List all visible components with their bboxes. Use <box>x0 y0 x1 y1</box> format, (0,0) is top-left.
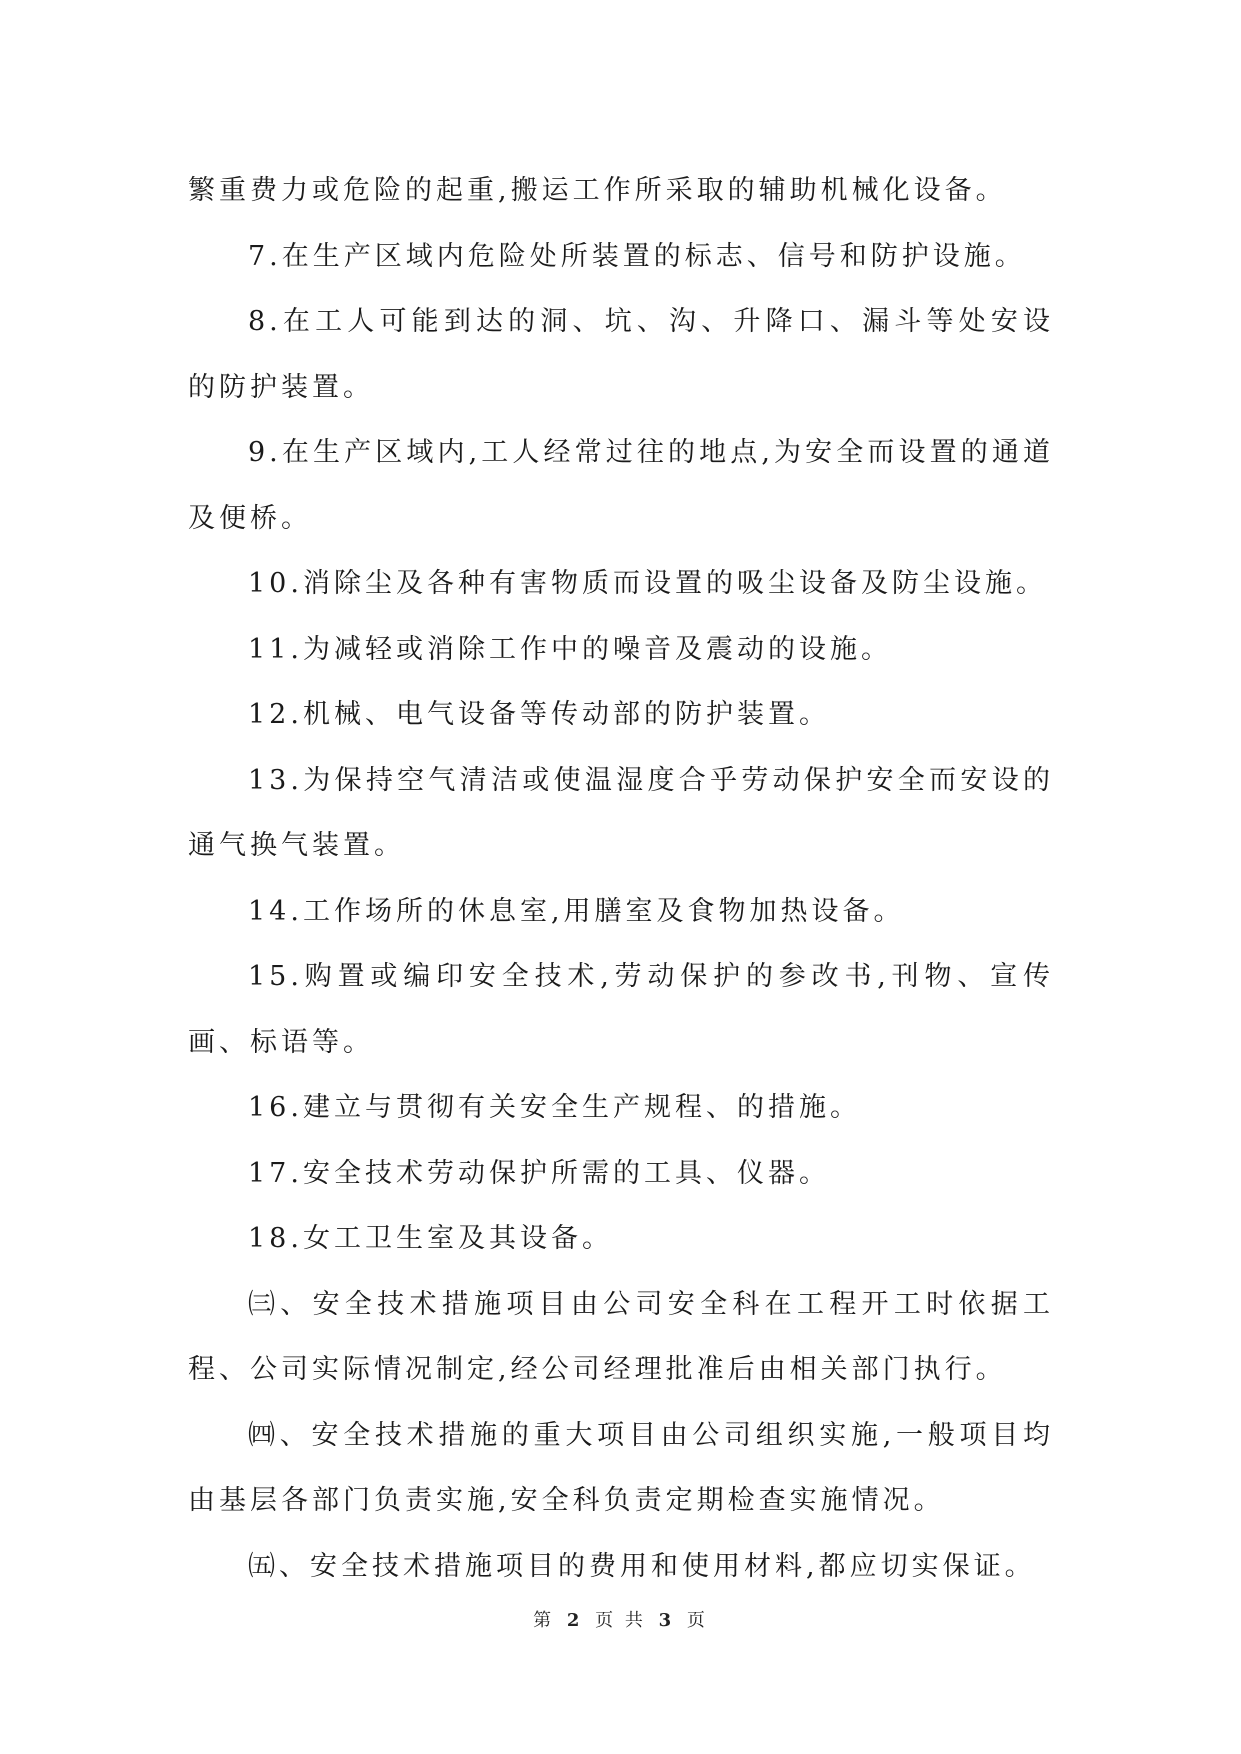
paragraph: 15.购置或编印安全技术,劳动保护的参改书,刊物、宣传画、标语等。 <box>188 961 1054 1058</box>
footer-prefix: 第 <box>533 1610 555 1631</box>
paragraph: 11.为减轻或消除工作中的噪音及震动的设施。 <box>248 633 892 665</box>
paragraph: 18.女工卫生室及其设备。 <box>248 1223 613 1254</box>
paragraph: 10.消除尘及各种有害物质而设置的吸尘设备及防尘设施。 <box>248 568 1047 599</box>
paragraph: 9.在生产区域内,工人经常过往的地点,为安全而设置的通道及便桥。 <box>188 437 1054 534</box>
footer-suffix: 页 <box>686 1610 708 1631</box>
paragraph: 8.在工人可能到达的洞、坑、沟、升降口、漏斗等处安设的防护装置。 <box>188 306 1054 403</box>
page-footer <box>0 1606 1241 1632</box>
current-page-number: 2 <box>566 1610 583 1631</box>
paragraph: 12.机械、电气设备等传动部的防护装置。 <box>248 699 830 730</box>
paragraph: ㈣、安全技术措施的重大项目由公司组织实施,一般项目均由基层各部门负责实施,安全科负责定期检查实施情况。 <box>188 1419 1054 1516</box>
paragraph: ㈤、安全技术措施项目的费用和使用材料,都应切实保证。 <box>248 1550 1036 1582</box>
paragraph: ㈢、安全技术措施项目由公司安全科在工程开工时依据工程、公司实际情况制定,经公司经理批准后由相关部门执行。 <box>188 1288 1054 1385</box>
paragraph: 14.工作场所的休息室,用膳室及食物加热设备。 <box>248 895 905 927</box>
paragraph: 17.安全技术劳动保护所需的工具、仪器。 <box>248 1157 830 1189</box>
document-body <box>188 158 1054 1599</box>
paragraph: 7.在生产区域内危险处所装置的标志、信号和防护设施。 <box>248 240 1026 272</box>
paragraph: 繁重费力或危险的起重,搬运工作所采取的辅助机械化设备。 <box>188 175 1007 206</box>
paragraph: 13.为保持空气清洁或使温湿度合乎劳动保护安全而安设的通气换气装置。 <box>188 764 1054 861</box>
total-pages-number: 3 <box>658 1610 675 1631</box>
paragraph: 16.建立与贯彻有关安全生产规程、的措施。 <box>248 1092 861 1123</box>
footer-middle: 页 共 <box>595 1610 646 1631</box>
